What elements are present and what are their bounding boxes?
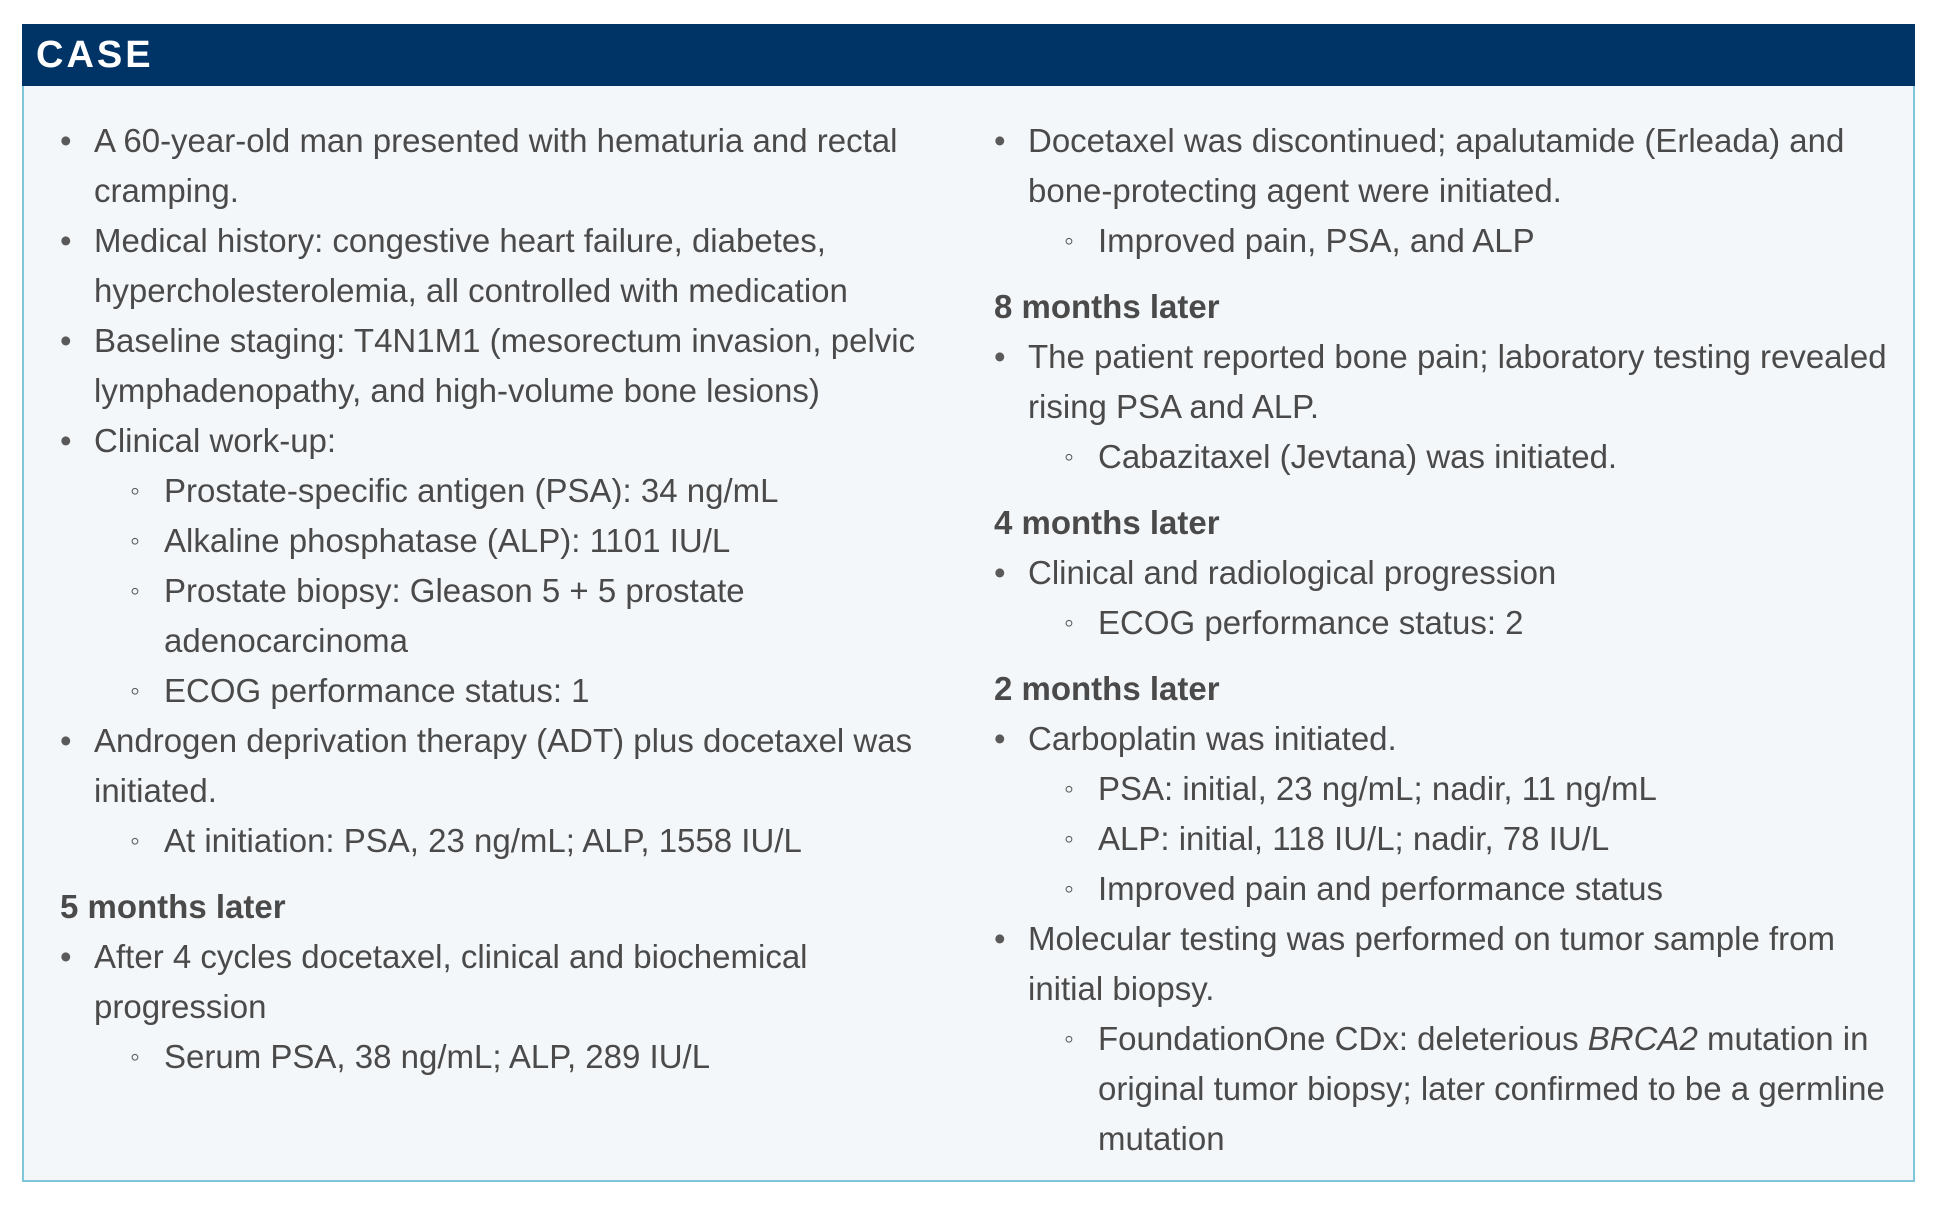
sub-list-item: ◦ Prostate biopsy: Gleason 5 + 5 prostate adenocarcinoma (96, 566, 980, 666)
section-list (994, 548, 1894, 648)
list-item: • Clinical and radiological progression ◦ ECOG performance status: 2 (994, 548, 1894, 648)
sub-list-item: ◦ Improved pain, PSA, and ALP (1030, 216, 1894, 266)
list-item: • Clinical work-up: ◦ Prostate-specific antigen (PSA): 34 ng/mL ◦ Alkaline phosphatase (ALP): 1101 IU/L ◦ Prostate biopsy: Gleason 5 + 5 prostate adenocarcinoma ◦ ECOG performance status: 1 (60, 416, 980, 716)
sub-list-item: ◦ ECOG performance status: 1 (96, 666, 980, 716)
sub-list (1028, 764, 1894, 914)
section-heading: 2 months later (994, 670, 1220, 707)
sub-list (1028, 1014, 1894, 1164)
sub-list-item: ◦ FoundationOne CDx: deleterious BRCA2 mutation in original tumor biopsy; later confirmed to be a germline mutation (1030, 1014, 1894, 1164)
left-column (60, 116, 980, 1082)
sub-list-item: ◦ Cabazitaxel (Jevtana) was initiated. (1030, 432, 1894, 482)
sub-list-item: ◦ Prostate-specific antigen (PSA): 34 ng/mL (96, 466, 980, 516)
sub-list (94, 466, 980, 716)
section-heading: 8 months later (994, 288, 1220, 325)
sub-list-item: ◦ ALP: initial, 118 IU/L; nadir, 78 IU/L (1030, 814, 1894, 864)
case-box (22, 24, 1915, 1182)
section-list (994, 714, 1894, 1164)
section-list (994, 332, 1894, 482)
case-title: CASE (36, 33, 154, 76)
list-item: • After 4 cycles docetaxel, clinical and biochemical progression ◦ Serum PSA, 38 ng/mL; ALP, 289 IU/L (60, 932, 980, 1082)
list-item: • Carboplatin was initiated. ◦ PSA: initial, 23 ng/mL; nadir, 11 ng/mL ◦ ALP: initial, 118 IU/L; nadir, 78 IU/L ◦ Improved pain and performance status (994, 714, 1894, 914)
sub-list-item: ◦ Improved pain and performance status (1030, 864, 1894, 914)
case-content (24, 116, 1913, 1180)
sub-list (1028, 598, 1894, 648)
right-intro-list (994, 116, 1894, 266)
list-item: • A 60-year-old man presented with hematuria and rectal cramping. (60, 116, 980, 216)
list-item: • Medical history: congestive heart failure, diabetes, hypercholesterolemia, all controlled with medication (60, 216, 980, 316)
sub-list-item: ◦ Serum PSA, 38 ng/mL; ALP, 289 IU/L (96, 1032, 980, 1082)
left-intro-list (60, 116, 980, 866)
sub-list-item: ◦ ECOG performance status: 2 (1030, 598, 1894, 648)
list-item: • Molecular testing was performed on tumor sample from initial biopsy. ◦ FoundationOne CDx: deleterious BRCA2 mutation in original tumor biopsy; later confirmed to be a germline mutation (994, 914, 1894, 1164)
sub-list (94, 1032, 980, 1082)
sub-list (1028, 432, 1894, 482)
sub-list (94, 816, 980, 866)
sub-list-item: ◦ PSA: initial, 23 ng/mL; nadir, 11 ng/mL (1030, 764, 1894, 814)
list-item: • Androgen deprivation therapy (ADT) plus docetaxel was initiated. ◦ At initiation: PSA, 23 ng/mL; ALP, 1558 IU/L (60, 716, 980, 866)
sub-list-item: ◦ Alkaline phosphatase (ALP): 1101 IU/L (96, 516, 980, 566)
right-column (994, 116, 1894, 1164)
list-item: • Baseline staging: T4N1M1 (mesorectum invasion, pelvic lymphadenopathy, and high-volume bone lesions) (60, 316, 980, 416)
section-heading: 4 months later (994, 504, 1220, 541)
section-list (60, 932, 980, 1082)
section-heading: 5 months later (60, 888, 286, 925)
gene-name: BRCA2 (1587, 1020, 1698, 1057)
list-item: • The patient reported bone pain; laboratory testing revealed rising PSA and ALP. ◦ Cabazitaxel (Jevtana) was initiated. (994, 332, 1894, 482)
case-header (22, 24, 1915, 86)
sub-list (1028, 216, 1894, 266)
sub-list-item: ◦ At initiation: PSA, 23 ng/mL; ALP, 1558 IU/L (96, 816, 980, 866)
list-item: • Docetaxel was discontinued; apalutamide (Erleada) and bone-protecting agent were initiated. ◦ Improved pain, PSA, and ALP (994, 116, 1894, 266)
